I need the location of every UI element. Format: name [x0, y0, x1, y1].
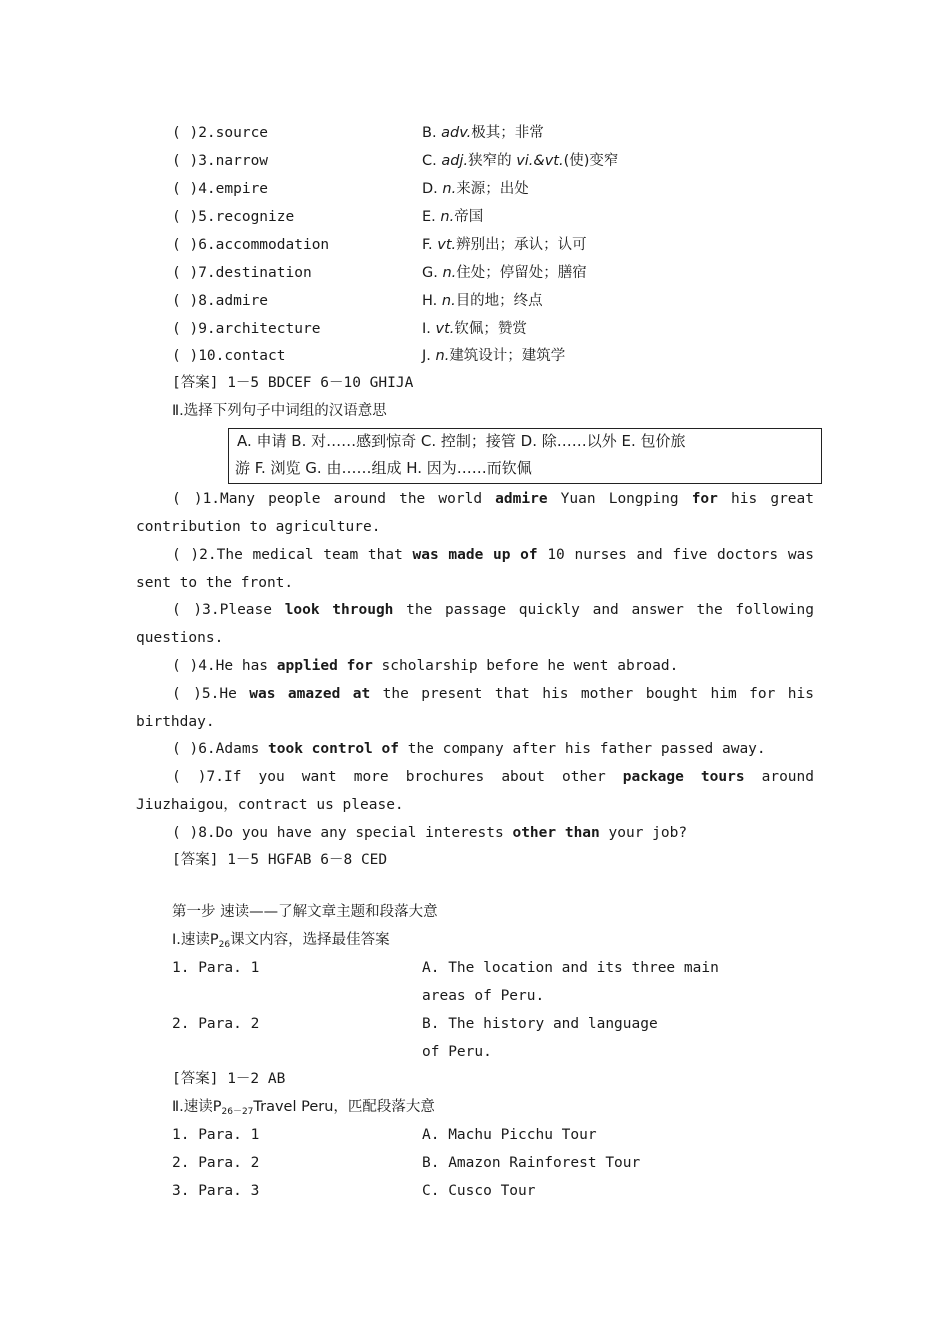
sentence-1-cont: contribution to agriculture.	[136, 519, 381, 535]
sentence-2: ( )2.The medical team that was made up of 10 nurses and five doctors was	[172, 547, 815, 563]
vocab-definition: G. n.住处；停留处；膳宿	[422, 265, 587, 281]
vocab-word: ( )10.contact	[172, 348, 286, 364]
match-option: B. Amazon Rainforest Tour	[422, 1155, 641, 1171]
vocab-definition: H. n.目的地；终点	[422, 293, 543, 309]
vocab-word: ( )5.recognize	[172, 209, 295, 225]
vocab-definition: C. adj.狭窄的 vi.&vt.(使)变窄	[422, 153, 619, 169]
phrase-options-line: 游 F. 浏览 G. 由……组成 H. 因为……而钦佩	[235, 459, 532, 477]
answer-key-2: [答案] 1－5 HGFAB 6－8 CED	[172, 852, 388, 868]
sentence-3: ( )3.Please look through the passage quickly and answer the following	[172, 602, 814, 618]
sentence-1: ( )1.Many people around the world admire Yuan Longping for his great	[172, 491, 814, 507]
vocab-definition: F. vt.辨别出；承认；认可	[422, 237, 587, 253]
sentence-2-cont: sent to the front.	[136, 575, 294, 591]
sentence-5-cont: birthday.	[136, 714, 215, 730]
sentence-7: ( )7.If you want more brochures about other package tours around	[172, 769, 814, 785]
match-option: A. Machu Picchu Tour	[422, 1127, 597, 1143]
part-1-title: Ⅰ.速读$P_{26}$课文内容，选择最佳答案	[172, 932, 390, 950]
match-option-cont: areas of Peru.	[422, 988, 545, 1004]
answer-key-3: [答案] 1－2 AB	[172, 1071, 286, 1087]
vocab-word: ( )2.source	[172, 125, 269, 141]
phrase-options-line: A. 申请 B. 对……感到惊奇 C. 控制；接管 D. 除……以外 E. 包价旅	[237, 432, 686, 450]
vocab-word: ( )7.destination	[172, 265, 312, 281]
sentence-3-cont: questions.	[136, 630, 224, 646]
paragraph-label: 2. Para. 2	[172, 1155, 260, 1171]
sentence-8: ( )8.Do you have any special interests other than your job?	[172, 825, 688, 841]
paragraph-label: 2. Para. 2	[172, 1016, 260, 1032]
vocab-word: ( )8.admire	[172, 293, 269, 309]
vocab-definition: E. n.帝国	[422, 209, 484, 225]
vocab-word: ( )6.accommodation	[172, 237, 330, 253]
vocab-word: ( )9.architecture	[172, 321, 321, 337]
step-1-title: 第一步 速读——了解文章主题和段落大意	[172, 904, 438, 920]
match-option: B. The history and language	[422, 1016, 658, 1032]
answer-key-1: [答案] 1－5 BDCEF 6－10 GHIJA	[172, 375, 414, 391]
vocab-definition: J. n.建筑设计；建筑学	[422, 348, 566, 364]
paragraph-label: 1. Para. 1	[172, 960, 260, 976]
match-option: A. The location and its three main	[422, 960, 719, 976]
vocab-word: ( )3.narrow	[172, 153, 269, 169]
sentence-5: ( )5.He was amazed at the present that his mother bought him for his	[172, 686, 814, 702]
part-2-title: Ⅱ.速读$P_{26-27}Travel$ Peru，匹配段落大意	[172, 1099, 435, 1117]
vocab-definition: B. adv.极其；非常	[422, 125, 544, 141]
match-option-cont: of Peru.	[422, 1044, 492, 1060]
section-title-phrases: Ⅱ.选择下列句子中词组的汉语意思	[172, 403, 387, 419]
vocab-word: ( )4.empire	[172, 181, 269, 197]
sentence-4: ( )4.He has applied for scholarship before he went abroad.	[172, 658, 679, 674]
vocab-definition: D. n.来源；出处	[422, 181, 529, 197]
sentence-6: ( )6.Adams took control of the company after his father passed away.	[172, 741, 766, 757]
vocab-definition: I. vt.钦佩；赞赏	[422, 321, 527, 337]
sentence-7-cont: Jiuzhaigou，contract us please.	[136, 797, 404, 813]
paragraph-label: 3. Para. 3	[172, 1183, 260, 1199]
phrase-options-box	[228, 428, 822, 484]
paragraph-label: 1. Para. 1	[172, 1127, 260, 1143]
match-option: C. Cusco Tour	[422, 1183, 536, 1199]
